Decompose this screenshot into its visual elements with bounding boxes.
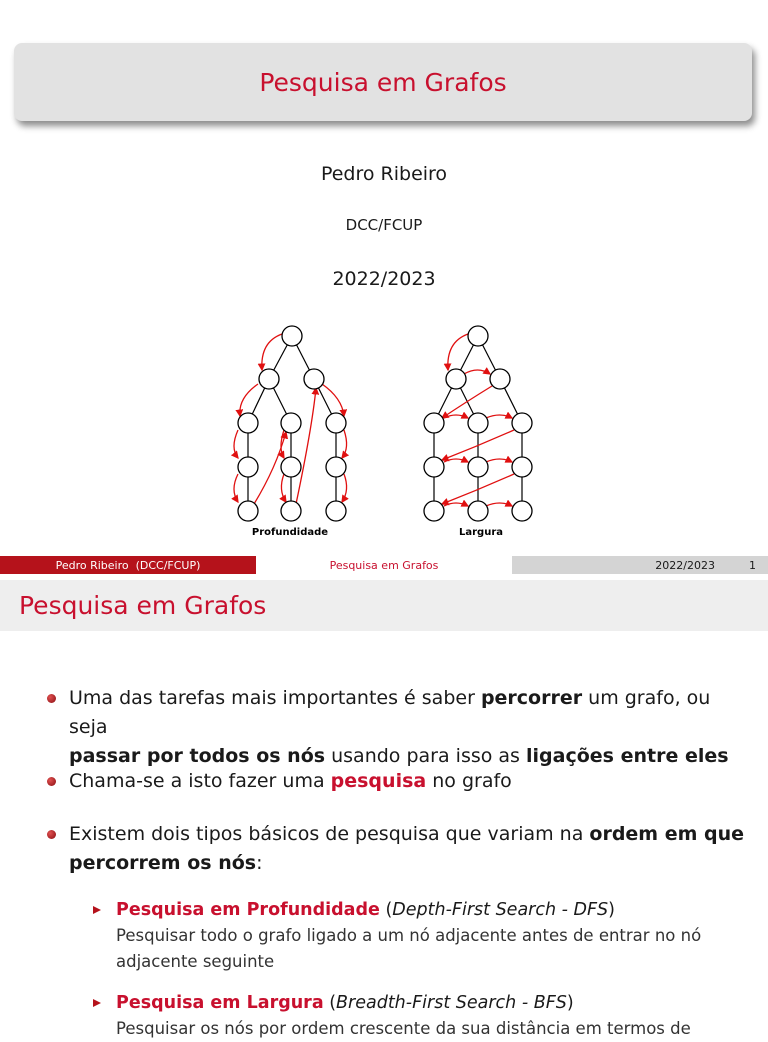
bfs-label: Largura xyxy=(458,527,504,538)
slide-title: Pesquisa em Grafos xyxy=(259,67,507,97)
bullet-icon xyxy=(47,694,56,703)
footer-page-number: 1 xyxy=(749,558,756,572)
frame-title-bar xyxy=(0,580,768,631)
author: Pedro Ribeiro xyxy=(320,163,448,185)
emphasis: percorrem os nós xyxy=(69,852,257,874)
footer-bar xyxy=(0,556,768,574)
year: 2022/2023 xyxy=(332,268,436,290)
bullet-icon xyxy=(47,777,56,786)
text: usando para isso as xyxy=(325,745,526,767)
text: : xyxy=(256,852,263,874)
text: um grafo, ou seja xyxy=(69,687,711,738)
emphasis: passar por todos os nós xyxy=(69,745,326,767)
emphasis: percorrer xyxy=(480,687,583,709)
method-name: Pesquisa em Profundidade xyxy=(116,900,380,920)
sub-item-bfs xyxy=(0,991,768,1042)
bullet-item xyxy=(0,684,768,771)
bullet-icon xyxy=(47,830,56,839)
sub-item-dfs xyxy=(0,898,768,975)
text: Uma das tarefas mais importantes é saber xyxy=(69,687,481,709)
description: Pesquisar todo o grafo ligado a um nó adjacente antes de entrar no nó xyxy=(116,926,702,945)
institution: DCC/FCUP xyxy=(345,216,423,234)
text: no grafo xyxy=(426,770,512,792)
bullet-item xyxy=(0,767,768,796)
dfs-nodes xyxy=(238,326,346,521)
text: Chama-se a isto fazer uma xyxy=(69,770,331,792)
footer-year: 2022/2023 xyxy=(655,558,715,572)
english-name: Depth-First Search - DFS xyxy=(392,900,609,920)
bullet-item xyxy=(0,820,768,878)
footer-title: Pesquisa em Grafos xyxy=(256,556,512,574)
description: Pesquisar os nós por ordem crescente da sua distância em termos de xyxy=(116,1019,691,1038)
dfs-label: Profundidade xyxy=(251,527,329,538)
footer-right xyxy=(512,556,768,574)
text: Existem dois tipos básicos de pesquisa que variam na xyxy=(69,823,590,845)
text: ) xyxy=(608,900,615,920)
method-name: Pesquisa em Largura xyxy=(116,993,324,1013)
text: ( xyxy=(379,900,393,920)
frame-title: Pesquisa em Grafos xyxy=(19,591,267,620)
search-graphs-figure xyxy=(0,318,768,540)
emphasis: ordem em que xyxy=(589,823,745,845)
triangle-bullet-icon xyxy=(93,906,101,914)
emphasis: ligações entre eles xyxy=(526,745,729,767)
english-name: Breadth-First Search - BFS xyxy=(336,993,567,1013)
title-box xyxy=(14,43,752,121)
description: adjacente seguinte xyxy=(116,952,275,971)
footer-author: Pedro Ribeiro (DCC/FCUP) xyxy=(0,556,256,574)
text: ) xyxy=(566,993,574,1013)
text: ( xyxy=(323,993,337,1013)
triangle-bullet-icon xyxy=(93,999,101,1007)
highlight: pesquisa xyxy=(330,770,427,792)
